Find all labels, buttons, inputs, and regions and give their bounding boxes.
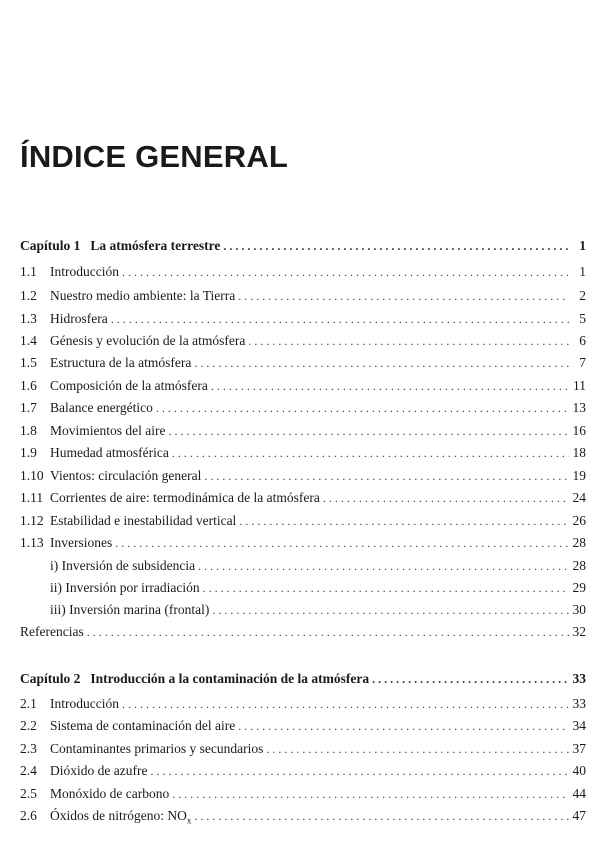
page-number: 37: [572, 741, 586, 756]
dot-leader: [168, 421, 569, 441]
section-number: 1.1: [20, 264, 37, 279]
subscript: x: [186, 815, 192, 826]
dot-leader: [248, 331, 569, 351]
section-title: Composición de la atmósfera: [50, 378, 208, 393]
section-title: Vientos: circulación general: [50, 468, 202, 483]
chapter-2-heading[interactable]: [20, 669, 586, 689]
section-number: 1.6: [20, 378, 37, 393]
section-title: Dióxido de azufre: [50, 763, 148, 778]
subsection-title: iii) Inversión marina (frontal): [50, 602, 210, 617]
chapter-label: Capítulo 2: [20, 671, 81, 686]
dot-leader: [238, 286, 569, 306]
section-title-text: Óxidos de nitrógeno: NO: [50, 808, 187, 823]
toc-entry[interactable]: [20, 466, 586, 486]
dot-leader: [198, 556, 569, 576]
dot-leader: [266, 739, 569, 759]
page-number: 11: [573, 378, 586, 393]
toc-entry[interactable]: [20, 262, 586, 282]
toc-entry[interactable]: [20, 533, 586, 553]
chapter-label: Capítulo 1: [20, 238, 81, 253]
dot-leader: [156, 398, 569, 418]
dot-leader: [194, 806, 569, 826]
section-title: Corrientes de aire: termodinámica de la atmósfera: [50, 490, 320, 505]
toc-entry[interactable]: [20, 488, 586, 508]
toc-entry[interactable]: [20, 398, 586, 418]
page-number: 28: [572, 558, 586, 573]
section-number: 2.2: [20, 718, 37, 733]
section-title: Movimientos del aire: [50, 423, 166, 438]
page-number: 7: [579, 355, 586, 370]
section-title: Nuestro medio ambiente: la Tierra: [50, 288, 236, 303]
section-number: 1.13: [20, 535, 44, 550]
section-number: 1.5: [20, 355, 37, 370]
toc-entry[interactable]: [20, 331, 586, 351]
page-number: 6: [579, 333, 586, 348]
dot-leader: [203, 578, 569, 598]
chapter-1-heading[interactable]: [20, 236, 586, 256]
toc-entry[interactable]: [20, 286, 586, 306]
subsection-title: ii) Inversión por irradiación: [50, 580, 200, 595]
section-title: Inversiones: [50, 535, 113, 550]
dot-leader: [323, 488, 569, 508]
section-title: Hidrosfera: [50, 311, 108, 326]
page-title: ÍNDICE GENERAL: [20, 139, 289, 174]
section-number: 2.4: [20, 763, 37, 778]
page-number: 2: [579, 288, 586, 303]
references-title: Referencias: [20, 624, 84, 639]
page-number: 47: [572, 808, 586, 823]
dot-leader: [172, 443, 569, 463]
dot-leader: [122, 262, 569, 282]
page-number: 13: [572, 400, 586, 415]
dot-leader: [150, 761, 569, 781]
dot-leader: [239, 511, 569, 531]
page-number: 1: [579, 264, 586, 279]
dot-leader: [238, 716, 569, 736]
toc-entry[interactable]: [20, 443, 586, 463]
dot-leader: [212, 600, 569, 620]
chapter-title: Introducción a la contaminación de la atmósfera: [90, 671, 370, 686]
page-number: 26: [572, 513, 586, 528]
page-number: 29: [572, 580, 586, 595]
dot-leader: [111, 309, 569, 329]
toc-entry[interactable]: [20, 309, 586, 329]
toc-entry[interactable]: [20, 716, 586, 736]
section-title: Introducción: [50, 696, 119, 711]
section-title: Génesis y evolución de la atmósfera: [50, 333, 246, 348]
page-number: 44: [572, 786, 586, 801]
section-number: 2.3: [20, 741, 37, 756]
toc-subentry[interactable]: [20, 578, 586, 598]
toc-entry[interactable]: [20, 806, 586, 826]
dot-leader: [172, 784, 569, 804]
dot-leader: [115, 533, 569, 553]
section-title: Estabilidad e inestabilidad vertical: [50, 513, 237, 528]
section-title: Estructura de la atmósfera: [50, 355, 192, 370]
dot-leader: [211, 376, 569, 396]
page-number: 1: [579, 238, 586, 253]
section-title: Sistema de contaminación del aire: [50, 718, 236, 733]
page-number: 40: [572, 763, 586, 778]
dot-leader: [372, 669, 569, 689]
toc-subentry[interactable]: [20, 556, 586, 576]
section-number: 1.4: [20, 333, 37, 348]
toc-entry[interactable]: [20, 739, 586, 759]
toc-entry[interactable]: [20, 761, 586, 781]
page-number: 28: [572, 535, 586, 550]
section-title: Monóxido de carbono: [50, 786, 170, 801]
section-title: Balance energético: [50, 400, 153, 415]
section-number: 1.8: [20, 423, 37, 438]
toc-references[interactable]: [20, 622, 586, 642]
page-number: 33: [572, 671, 586, 686]
subsection-title: i) Inversión de subsidencia: [50, 558, 196, 573]
section-number: 1.3: [20, 311, 37, 326]
page-number: 24: [572, 490, 586, 505]
page-number: 34: [572, 718, 586, 733]
dot-leader: [87, 622, 569, 642]
page-number: 30: [572, 602, 586, 617]
toc-subentry[interactable]: [20, 600, 586, 620]
page-number: 33: [572, 696, 586, 711]
section-number: 1.10: [20, 468, 44, 483]
section-number: 1.12: [20, 513, 44, 528]
toc-entry[interactable]: [20, 694, 586, 714]
section-number: 2.6: [20, 808, 37, 823]
section-title: Introducción: [50, 264, 119, 279]
toc-entry[interactable]: [20, 353, 586, 373]
section-number: 1.2: [20, 288, 37, 303]
section-title: Humedad atmosférica: [50, 445, 169, 460]
page-number: 18: [572, 445, 586, 460]
toc-entry[interactable]: [20, 376, 586, 396]
section-title: Contaminantes primarios y secundarios: [50, 741, 264, 756]
section-number: 2.1: [20, 696, 37, 711]
section-number: 1.11: [20, 490, 44, 505]
section-number: 1.9: [20, 445, 37, 460]
page-number: 32: [572, 624, 586, 639]
toc-entry[interactable]: [20, 421, 586, 441]
page-number: 5: [579, 311, 586, 326]
section-number: 1.7: [20, 400, 37, 415]
dot-leader: [204, 466, 569, 486]
page-number: 16: [572, 423, 586, 438]
toc-entry[interactable]: [20, 784, 586, 804]
chapter-title: La atmósfera terrestre: [90, 238, 221, 253]
toc-entry[interactable]: [20, 511, 586, 531]
section-title: [50, 806, 191, 831]
dot-leader: [194, 353, 569, 373]
dot-leader: [122, 694, 569, 714]
dot-leader: [223, 236, 569, 256]
section-number: 2.5: [20, 786, 37, 801]
page-number: 19: [572, 468, 586, 483]
